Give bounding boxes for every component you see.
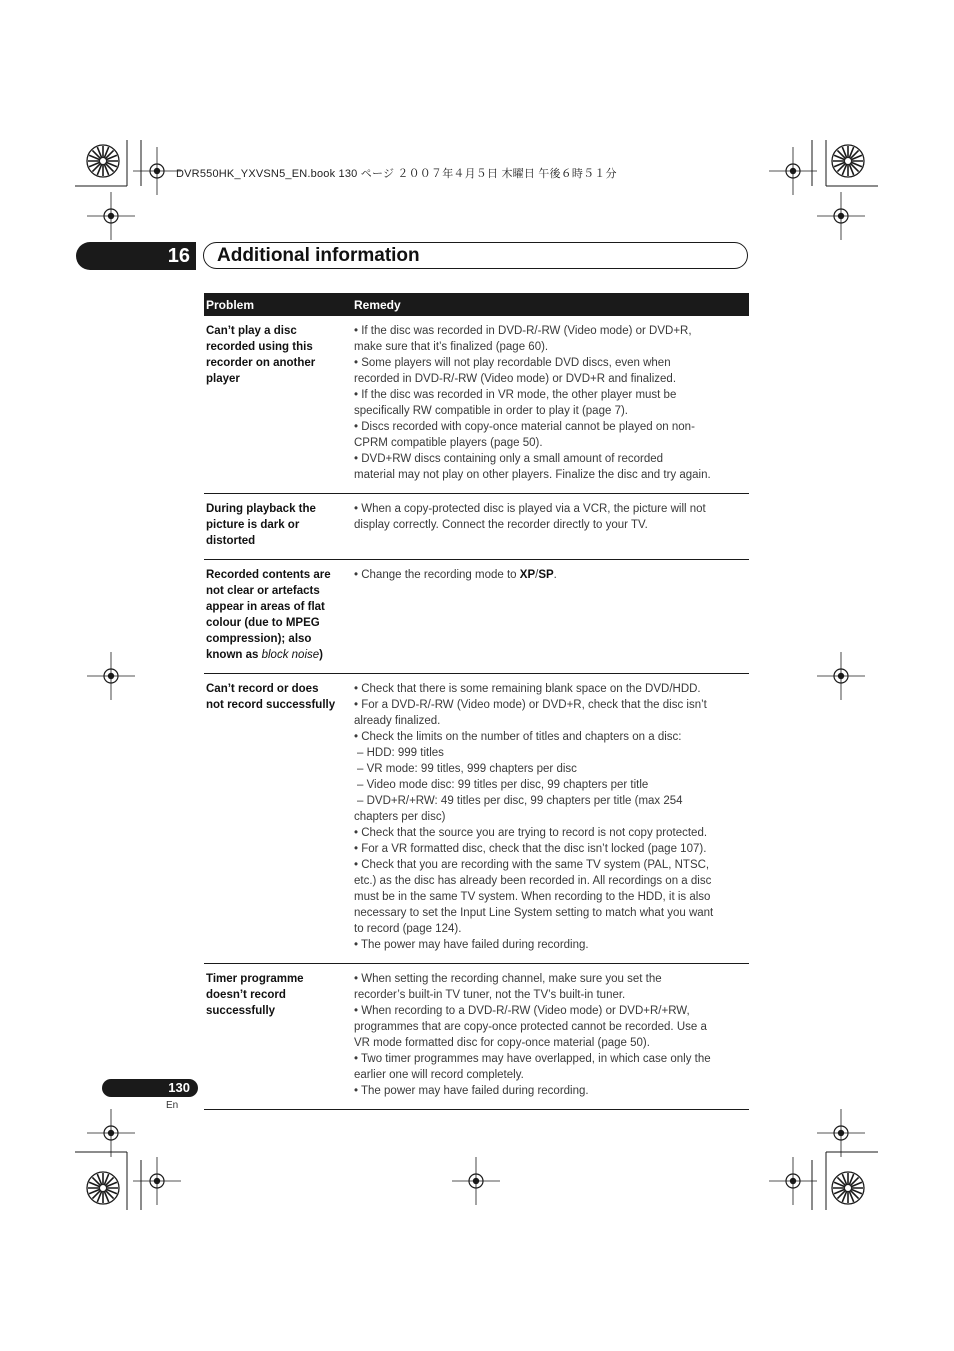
remedy-line: • If the disc was recorded in VR mode, the other player must be	[354, 389, 677, 401]
remedy-line: to record (page 124).	[354, 923, 462, 935]
remedy-line: etc.) as the disc has already been recorded in. All recordings on a disc	[354, 875, 712, 887]
chapter-number: 16	[167, 245, 190, 267]
remedy-line: • Check that there is some remaining blank space on the DVD/HDD.	[354, 683, 701, 695]
remedy-text: /	[535, 569, 539, 581]
print-slug: DVR550HK_YXVSN5_EN.book 130 ページ ２００７年４月５日 木曜日 午後６時５１分	[176, 168, 617, 180]
problem-line: distorted	[206, 535, 256, 547]
remedy-line: • Check that the source you are trying to record is not copy protected.	[354, 827, 708, 839]
problem-cell	[204, 964, 352, 1110]
problem-line: picture is dark or	[206, 519, 300, 531]
problem-line: not record successfully	[206, 699, 336, 711]
remedy-line: • Some players will not play recordable DVD discs, even when	[354, 357, 671, 369]
remedy-cell	[352, 494, 749, 560]
remedy-line: must be in the same TV system. When recording to the HDD, it is also	[354, 891, 711, 903]
remedy-line: specifically RW compatible in order to play it (page 7).	[354, 405, 628, 417]
problem-cell	[204, 316, 352, 494]
table-header-row	[204, 293, 749, 316]
remedy-text: • Change the recording mode to	[354, 569, 520, 581]
problem-cell	[204, 560, 352, 674]
problem-line: Timer programme	[206, 973, 304, 985]
problem-text: )	[319, 649, 323, 661]
remedy-line: make sure that it’s finalized (page 60).	[354, 341, 549, 353]
remedy-line: • Check that you are recording with the same TV system (PAL, NTSC,	[354, 859, 710, 871]
problem-line: player	[206, 373, 240, 385]
table-row	[204, 560, 749, 674]
problem-line	[206, 647, 350, 663]
remedy-line: • For a DVD-R/-RW (Video mode) or DVD+R, check that the disc isn’t	[354, 699, 707, 711]
remedy-line: programmes that are copy-once protected cannot be recorded. Use a	[354, 1021, 707, 1033]
problem-line: Can’t play a disc	[206, 325, 297, 337]
problem-line: During playback the	[206, 503, 316, 515]
remedy-line: necessary to set the Input Line System setting to match what you want	[354, 907, 714, 919]
problem-line: successfully	[206, 1005, 276, 1017]
table-row	[204, 494, 749, 560]
remedy-line: recorded in DVD-R/-RW (Video mode) or DVD+R and finalized.	[354, 373, 677, 385]
remedy-line: CPRM compatible players (page 50).	[354, 437, 543, 449]
problem-line: Can’t record or does	[206, 683, 319, 695]
problem-line: appear in areas of flat	[206, 601, 325, 613]
problem-line: compression); also	[206, 633, 312, 645]
remedy-line	[354, 567, 747, 583]
table-row	[204, 316, 749, 494]
table-row	[204, 964, 749, 1110]
remedy-line: • The power may have failed during recording.	[354, 1085, 589, 1097]
remedy-line: • The power may have failed during recording.	[354, 939, 589, 951]
remedy-cell	[352, 964, 749, 1110]
remedy-line: recorder’s built-in TV tuner, not the TV’s built-in tuner.	[354, 989, 626, 1001]
mode-xp: XP	[519, 569, 536, 581]
remedy-line: • When recording to a DVD-R/-RW (Video mode) or DVD+R/+RW,	[354, 1005, 690, 1017]
page-number: 130	[168, 1080, 190, 1095]
remedy-line: • If the disc was recorded in DVD-R/-RW (Video mode) or DVD+R,	[354, 325, 692, 337]
problem-text: known as	[206, 649, 262, 661]
remedy-line: • Check the limits on the number of titles and chapters on a disc:	[354, 731, 682, 743]
problem-line: recorder on another	[206, 357, 316, 369]
remedy-line: display correctly. Connect the recorder directly to your TV.	[354, 519, 648, 531]
page-title: Additional information	[217, 245, 420, 266]
remedy-line: material may not play on other players. Finalize the disc and try again.	[354, 469, 711, 481]
problem-line: Recorded contents are	[206, 569, 331, 581]
remedy-line: VR mode formatted disc for copy-once material (page 50).	[354, 1037, 650, 1049]
remedy-cell	[352, 560, 749, 674]
remedy-line: earlier one will record completely.	[354, 1069, 524, 1081]
remedy-cell	[352, 674, 749, 964]
remedy-text: .	[553, 569, 557, 581]
header-remedy: Remedy	[352, 293, 749, 316]
remedy-line: • DVD+RW discs containing only a small amount of recorded	[354, 453, 664, 465]
problem-cell	[204, 674, 352, 964]
remedy-line: – VR mode: 99 titles, 999 chapters per disc	[357, 763, 577, 775]
remedy-cell	[352, 316, 749, 494]
problem-cell	[204, 494, 352, 560]
problem-line: not clear or artefacts	[206, 585, 320, 597]
remedy-line: • When a copy-protected disc is played via a VCR, the picture will not	[354, 503, 706, 515]
remedy-line: • For a VR formatted disc, check that the disc isn’t locked (page 107).	[354, 843, 707, 855]
remedy-line: – Video mode disc: 99 titles per disc, 99 chapters per title	[357, 779, 649, 791]
problem-line: recorded using this	[206, 341, 313, 353]
remedy-line: • Discs recorded with copy-once material cannot be played on non-	[354, 421, 695, 433]
troubleshooting-table	[204, 293, 749, 1110]
remedy-line: • When setting the recording channel, make sure you set the	[354, 973, 662, 985]
header-problem: Problem	[204, 293, 352, 316]
problem-italic-term: block noise	[261, 649, 320, 661]
language-code: En	[166, 1100, 179, 1111]
table-row	[204, 674, 749, 964]
problem-line: doesn’t record	[206, 989, 286, 1001]
remedy-line: – HDD: 999 titles	[357, 747, 444, 759]
remedy-line: already finalized.	[354, 715, 441, 727]
problem-line: colour (due to MPEG	[206, 617, 320, 629]
remedy-line: chapters per disc)	[354, 811, 446, 823]
remedy-line: • Two timer programmes may have overlapped, in which case only the	[354, 1053, 711, 1065]
mode-sp: SP	[538, 569, 554, 581]
remedy-line: – DVD+R/+RW: 49 titles per disc, 99 chapters per title (max 254	[357, 795, 683, 807]
